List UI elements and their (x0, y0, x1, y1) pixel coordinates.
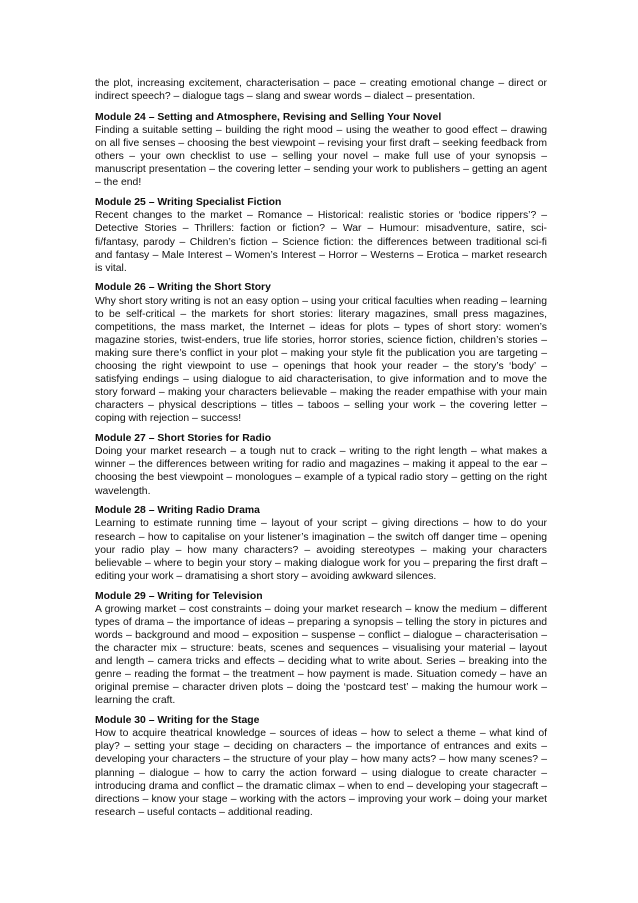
module-title: Module 27 – Short Stories for Radio (95, 433, 272, 445)
module-description: Finding a suitable setting – building the right mood – using the weather to good effect – drawing on all five senses – choosing the best viewpoint – revising your first draft – seeking feedback from others – your own checklist to use – selling your novel – make full use of your synopsis – manuscript presentation – the covering letter – sending your work to publishers – getting an agent – the end! (95, 125, 547, 189)
module-description: Why short story writing is not an easy option – using your critical faculties when reading – learning to be self-critical – the markets for short stories: literary magazines, small press magazines, competitions, the mass market, the Internet – ideas for plots – types of short story: women’s magazine stories, twist-enders, true life stories, horror stories, science fiction, children’s stories – making sure there’s conflict in your plot – making your style fit the publication you are targeting – choosing the right viewpoint to use – openings that hook your reader – the story’s ‘body’ – satisfying endings – using dialogue to aid characterisation, to give information and to move the story forward – making your characters believable – making the reader empathise with your main characters – physical descriptions – titles – taboos – selling your work – the covering letter – coping with rejection – success! (95, 295, 547, 425)
module-28 (95, 504, 547, 583)
intro-paragraph: the plot, increasing excitement, characterisation – pace – creating emotional change – direct or indirect speech? – dialogue tags – slang and swear words – dialect – presentation. (95, 78, 547, 103)
module-27 (95, 432, 547, 497)
module-description: A growing market – cost constraints – doing your market research – know the medium – different types of drama – the importance of ideas – preparing a synopsis – telling the story in pictures and words – background and mood – exposition – suspense – conflict – dialogue – characterisation – the character mix – structure: beats, scenes and sequences – visualising your material – layout and length – camera tricks and effects – deciding what to write about. Series – breaking into the genre – reading the format – the treatment – how payment is made. Situation comedy – have an original premise – character driven plots – doing the ‘postcard test’ – making the humour work – learning the craft. (95, 603, 547, 707)
module-25 (95, 196, 547, 275)
module-title: Module 29 – Writing for Television (95, 590, 263, 602)
module-description: How to acquire theatrical knowledge – sources of ideas – how to select a theme – what kind of play? – setting your stage – deciding on characters – the importance of entrances and exits – developing your characters – the structure of your play – how many acts? – how many scenes? – planning – dialogue – how to carry the action forward – using dialogue to create character – introducing drama and conflict – the dramatic climax – when to end – developing your stagecraft – directions – know your stage – working with the actors – improving your work – doing your market research – useful contacts – additional reading. (95, 728, 547, 818)
module-29 (95, 590, 547, 708)
document-page (95, 77, 547, 826)
module-description: Learning to estimate running time – layout of your script – giving directions – how to do your research – how to capitalise on your listener’s imagination – the switch off danger time – opening your radio play – how many characters? – avoiding stereotypes – making your characters believable – where to begin your story – making dialogue work for you – preparing the first draft – editing your work – dramatising a short story – avoiding awkward silences. (95, 518, 547, 582)
module-title: Module 24 – Setting and Atmosphere, Revising and Selling Your Novel (95, 111, 442, 123)
module-description: Doing your market research – a tough nut to crack – writing to the right length – what makes a winner – the differences between writing for radio and magazines – making it appeal to the ear – choosing the best viewpoint – monologues – example of a typical radio story – getting on the right wavelength. (95, 446, 547, 497)
module-title: Module 30 – Writing for the Stage (95, 715, 260, 727)
module-title: Module 26 – Writing the Short Story (95, 282, 271, 294)
module-title: Module 28 – Writing Radio Drama (95, 505, 260, 517)
module-title: Module 25 – Writing Specialist Fiction (95, 197, 282, 209)
module-30 (95, 714, 547, 819)
module-24 (95, 111, 547, 190)
module-description: Recent changes to the market – Romance – Historical: realistic stories or ‘bodice rippers’? – Detective Stories – Thrillers: faction or fiction? – War – Humour: misadventure, satire, sci-fi/fantasy, parody – Children’s fiction – Science fiction: the differences between traditional sci-fi and fantasy – Male Interest – Women’s Interest – Horror – Westerns – Erotica – market research is vital. (95, 210, 547, 274)
module-26 (95, 281, 547, 425)
